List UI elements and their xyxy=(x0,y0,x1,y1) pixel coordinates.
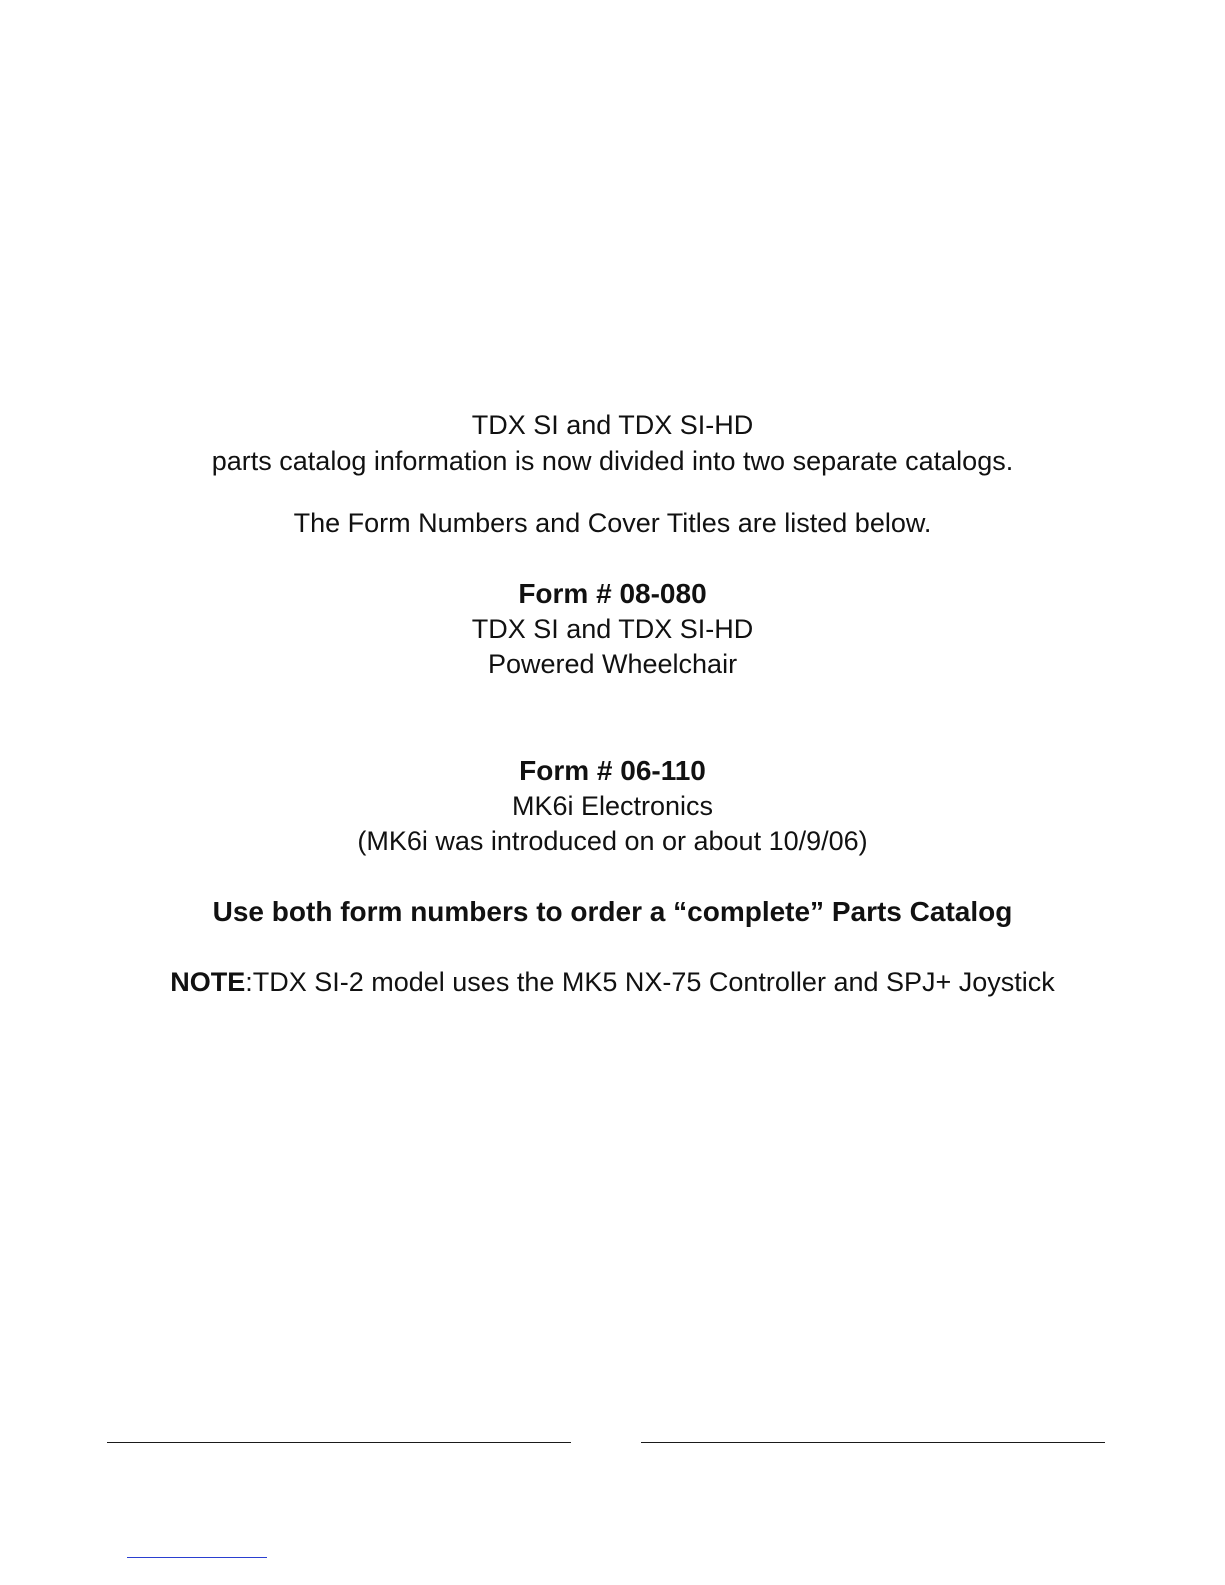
form-number-08-080: Form # 08-080 xyxy=(518,578,707,609)
form-06-110-title-line-2: (MK6i was introduced on or about 10/9/06) xyxy=(357,826,868,856)
catalog-info-line: parts catalog information is now divided into two separate catalogs. xyxy=(211,446,1014,476)
form-08-080-title-line-1: TDX SI and TDX SI-HD xyxy=(471,614,754,644)
note-line xyxy=(0,969,1225,996)
footer-rule-right xyxy=(641,1442,1105,1443)
form-08-080-title-line-2: Powered Wheelchair xyxy=(487,649,738,679)
bottom-link-underline xyxy=(127,1557,267,1558)
note-text: :TDX SI-2 model uses the MK5 NX-75 Controller and SPJ+ Joystick xyxy=(245,967,1055,997)
model-line: TDX SI and TDX SI-HD xyxy=(471,410,754,440)
form-listing-line: The Form Numbers and Cover Titles are listed below. xyxy=(293,508,932,538)
order-instruction: Use both form numbers to order a “complete” Parts Catalog xyxy=(212,896,1013,927)
form-06-110-title-line-1: MK6i Electronics xyxy=(511,791,714,821)
note-label: NOTE xyxy=(170,967,246,997)
footer-rule-left xyxy=(107,1442,571,1443)
form-number-06-110: Form # 06-110 xyxy=(519,755,706,786)
